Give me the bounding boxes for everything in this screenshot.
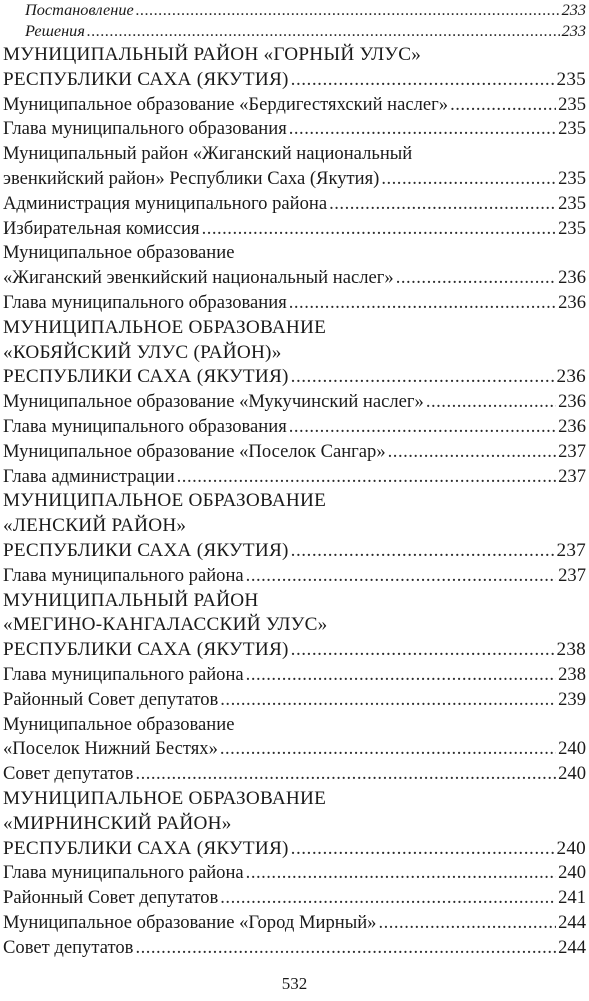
toc-entry [3, 589, 586, 614]
toc-entry-page: 239 [558, 688, 586, 710]
dot-leader [87, 19, 560, 43]
toc-entry-title: Глава муниципального образования [3, 415, 287, 437]
toc-entry [3, 514, 586, 539]
dot-leader [202, 217, 557, 242]
dot-leader [246, 564, 556, 589]
toc-entry-title: «МИРНИНСКИЙ РАЙОН» [3, 812, 232, 834]
toc-entry-page: 235 [556, 68, 586, 90]
toc-entry-page: 240 [556, 837, 586, 859]
toc-entry-title: РЕСПУБЛИКИ САХА (ЯКУТИЯ) [3, 68, 289, 90]
dot-leader [381, 167, 556, 192]
dot-leader [426, 390, 556, 415]
dot-leader [388, 440, 556, 465]
toc-entry-page: 237 [556, 539, 586, 561]
toc-entry [3, 19, 586, 43]
toc-entry-title: Избирательная комиссия [3, 217, 200, 239]
toc-entry-page: 237 [558, 564, 586, 586]
dot-leader [220, 737, 556, 762]
toc-entry [3, 217, 586, 242]
toc-entry-page: 238 [558, 663, 586, 685]
toc-entry-title: Глава муниципального образования [3, 291, 287, 313]
toc-entry-page: 240 [558, 738, 586, 760]
toc-entry [3, 762, 586, 787]
toc-entry-title: Глава администрации [3, 465, 175, 487]
toc-entry [3, 0, 586, 19]
toc-entry-title: МУНИЦИПАЛЬНОЕ ОБРАЗОВАНИЕ [3, 316, 327, 338]
dot-leader [291, 539, 555, 564]
toc-entry [3, 415, 586, 440]
toc-entry-title: Районный Совет депутатов [3, 688, 219, 710]
toc-entry [3, 861, 586, 886]
toc-entry-page: 235 [558, 192, 586, 214]
toc-entry-title: РЕСПУБЛИКИ САХА (ЯКУТИЯ) [3, 366, 289, 388]
dot-leader [289, 415, 556, 440]
toc-entry [3, 142, 586, 167]
toc-entry [3, 465, 586, 490]
toc-entry-title: «КОБЯЙСКИЙ УЛУС (РАЙОН)» [3, 341, 282, 363]
toc-entry-page: 236 [558, 267, 586, 289]
toc-entry [3, 688, 586, 713]
dot-leader [246, 861, 556, 886]
toc-entry [3, 663, 586, 688]
toc-entry [3, 316, 586, 341]
toc-entry [3, 390, 586, 415]
dot-leader [378, 911, 556, 936]
toc-entry-page: 244 [558, 936, 586, 958]
toc-entry [3, 440, 586, 465]
toc-entry-title: Муниципальное образование «Поселок Сангар» [3, 440, 386, 462]
dot-leader [291, 365, 555, 390]
toc-entry-title: Глава муниципального образования [3, 118, 287, 140]
dot-leader [246, 663, 556, 688]
toc-entry-title: МУНИЦИПАЛЬНОЕ ОБРАЗОВАНИЕ [3, 787, 327, 809]
toc-entry-page: 237 [558, 440, 586, 462]
toc-entry-title: МУНИЦИПАЛЬНОЕ ОБРАЗОВАНИЕ [3, 490, 327, 512]
toc-entry-title: Муниципальное образование [3, 242, 235, 264]
toc-entry-title: Совет депутатов [3, 936, 134, 958]
dot-leader [136, 0, 560, 19]
toc-entry [3, 117, 586, 142]
toc-entry-page: 235 [558, 167, 586, 189]
dot-leader [329, 192, 556, 217]
toc-entry-title: Глава муниципального района [3, 663, 244, 685]
toc-entry [3, 787, 586, 812]
toc-entry [3, 68, 586, 93]
toc-entry-title: Решения [25, 21, 85, 40]
toc-entry-title: МУНИЦИПАЛЬНЫЙ РАЙОН [3, 589, 259, 611]
toc-entry-title: «Поселок Нижний Бестях» [3, 738, 218, 760]
toc-entry-title: Глава муниципального района [3, 862, 244, 884]
toc-entry-title: Муниципальное образование [3, 713, 235, 735]
dot-leader [291, 68, 555, 93]
toc-entry [3, 564, 586, 589]
dot-leader [396, 266, 556, 291]
toc-entry [3, 737, 586, 762]
toc-entry-page: 235 [558, 118, 586, 140]
dot-leader [135, 762, 556, 787]
toc-entry [3, 489, 586, 514]
dot-leader [177, 465, 556, 490]
toc-entry-title: Совет депутатов [3, 763, 134, 785]
toc-entry [3, 365, 586, 390]
dot-leader [289, 117, 556, 142]
table-of-contents [3, 0, 586, 960]
toc-entry [3, 341, 586, 366]
toc-entry-page: 237 [558, 465, 586, 487]
dot-leader [220, 688, 556, 713]
toc-entry-title: Глава муниципального района [3, 564, 244, 586]
toc-entry [3, 911, 586, 936]
dot-leader [450, 93, 556, 118]
toc-entry [3, 886, 586, 911]
toc-entry [3, 638, 586, 663]
toc-entry-title: Муниципальное образование «Мукучинский наслег» [3, 391, 424, 413]
toc-entry [3, 93, 586, 118]
toc-entry-title: «Жиганский эвенкийский национальный наслег» [3, 267, 394, 289]
toc-entry-page: 244 [558, 911, 586, 933]
toc-entry-title: «ЛЕНСКИЙ РАЙОН» [3, 515, 187, 537]
toc-entry-title: РЕСПУБЛИКИ САХА (ЯКУТИЯ) [3, 539, 289, 561]
toc-entry-title: РЕСПУБЛИКИ САХА (ЯКУТИЯ) [3, 639, 289, 661]
toc-entry-page: 235 [558, 93, 586, 115]
toc-entry-page: 240 [558, 763, 586, 785]
toc-entry-page: 233 [561, 21, 586, 40]
toc-entry [3, 241, 586, 266]
toc-entry-title: эвенкийский район» Республики Саха (Якутия) [3, 167, 380, 189]
toc-entry-title: РЕСПУБЛИКИ САХА (ЯКУТИЯ) [3, 837, 289, 859]
dot-leader [291, 837, 555, 862]
dot-leader [220, 886, 556, 911]
toc-entry [3, 539, 586, 564]
toc-entry [3, 291, 586, 316]
toc-entry-title: Муниципальный район «Жиганский национальный [3, 143, 413, 165]
toc-entry-title: Муниципальное образование «Бердигестяхский наслег» [3, 93, 449, 115]
toc-entry [3, 837, 586, 862]
toc-entry-page: 240 [558, 862, 586, 884]
toc-entry-page: 238 [556, 639, 586, 661]
toc-entry [3, 613, 586, 638]
toc-entry-title: Муниципальное образование «Город Мирный» [3, 911, 377, 933]
toc-entry [3, 812, 586, 837]
toc-entry [3, 713, 586, 738]
toc-entry-page: 236 [558, 391, 586, 413]
page-number: 532 [281, 974, 308, 993]
toc-entry [3, 192, 586, 217]
toc-entry [3, 167, 586, 192]
toc-entry-title: МУНИЦИПАЛЬНЫЙ РАЙОН «ГОРНЫЙ УЛУС» [3, 44, 422, 65]
toc-entry-title: Постановление [25, 0, 134, 19]
toc-entry-title: Администрация муниципального района [3, 192, 328, 214]
toc-entry [3, 936, 586, 961]
toc-entry-page: 235 [558, 217, 586, 239]
toc-entry-page: 233 [561, 0, 586, 19]
dot-leader [289, 291, 556, 316]
dot-leader [291, 638, 555, 663]
toc-entry-page: 236 [556, 366, 586, 388]
toc-entry-page: 236 [558, 291, 586, 313]
toc-entry-title: «МЕГИНО-КАНГАЛАССКИЙ УЛУС» [3, 614, 328, 636]
toc-entry [3, 43, 586, 68]
toc-entry-page: 241 [558, 887, 586, 909]
toc-entry-page: 236 [558, 415, 586, 437]
toc-entry-title: Районный Совет депутатов [3, 887, 219, 909]
dot-leader [135, 936, 556, 961]
toc-entry [3, 266, 586, 291]
